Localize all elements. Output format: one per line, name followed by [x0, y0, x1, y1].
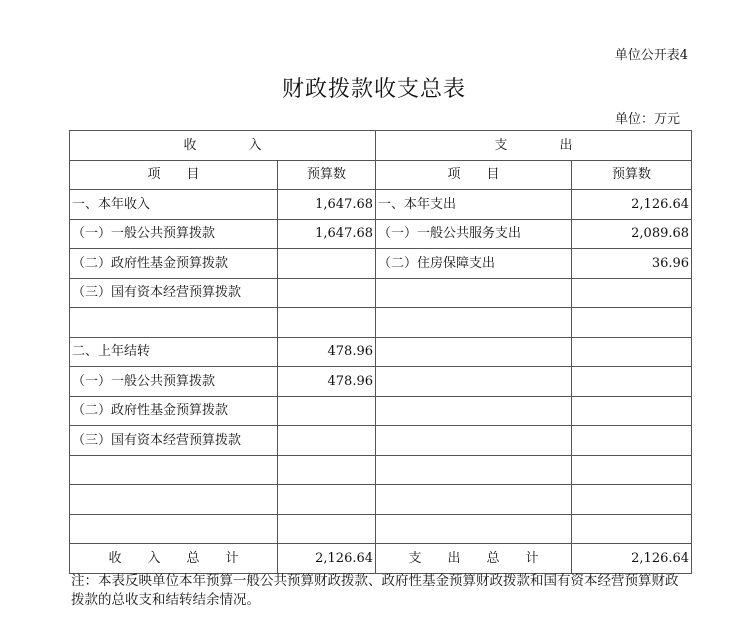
income-value: 478.96	[278, 337, 376, 367]
expenditure-value: 2,089.68	[572, 219, 692, 249]
expenditure-value	[572, 278, 692, 308]
income-item: （三）国有资本经营预算拨款	[70, 278, 278, 308]
expenditure-item: （二）住房保障支出	[376, 249, 572, 279]
expenditure-item	[376, 278, 572, 308]
total-row	[70, 544, 692, 574]
income-total-value: 2,126.64	[278, 544, 376, 574]
expenditure-value: 2,126.64	[572, 190, 692, 220]
income-value	[278, 485, 376, 515]
income-value	[278, 249, 376, 279]
footnote: 注：本表反映单位本年预算一般公共预算财政拨款、政府性基金预算财政拨款和国有资本经营预算财政拨款的总收支和结转结余情况。	[71, 573, 679, 608]
table-row	[70, 219, 692, 249]
expenditure-value	[572, 396, 692, 426]
income-value	[278, 426, 376, 456]
expenditure-total-label: 支 出 总 计	[376, 544, 572, 574]
income-value: 1,647.68	[278, 219, 376, 249]
expenditure-section-header: 支 出	[376, 131, 692, 161]
budget-table	[69, 130, 692, 574]
income-item: （一）一般公共预算拨款	[70, 219, 278, 249]
table-row	[70, 367, 692, 397]
income-item: （二）政府性基金预算拨款	[70, 249, 278, 279]
income-value	[278, 278, 376, 308]
income-value	[278, 308, 376, 338]
income-item	[70, 514, 278, 544]
income-value	[278, 455, 376, 485]
table-row	[70, 514, 692, 544]
income-item: （三）国有资本经营预算拨款	[70, 426, 278, 456]
expenditure-budget-header: 预算数	[572, 160, 692, 190]
expenditure-total-value: 2,126.64	[572, 544, 692, 574]
income-item: 一、本年收入	[70, 190, 278, 220]
section-header-row	[70, 131, 692, 161]
income-item-header: 项 目	[70, 160, 278, 190]
expenditure-item	[376, 455, 572, 485]
expenditure-item	[376, 337, 572, 367]
page-title: 财政拨款收支总表	[281, 77, 466, 102]
income-item	[70, 455, 278, 485]
income-total-label: 收 入 总 计	[70, 544, 278, 574]
income-section-header: 收 入	[70, 131, 376, 161]
column-header-row	[70, 160, 692, 190]
income-item: （一）一般公共预算拨款	[70, 367, 278, 397]
income-item	[70, 308, 278, 338]
table-row	[70, 190, 692, 220]
table-row	[70, 249, 692, 279]
income-value: 478.96	[278, 367, 376, 397]
expenditure-item	[376, 367, 572, 397]
expenditure-item: 一、本年支出	[376, 190, 572, 220]
income-value: 1,647.68	[278, 190, 376, 220]
table-row	[70, 308, 692, 338]
income-item: （二）政府性基金预算拨款	[70, 396, 278, 426]
expenditure-item	[376, 308, 572, 338]
expenditure-value	[572, 455, 692, 485]
expenditure-item	[376, 514, 572, 544]
table-row	[70, 485, 692, 515]
expenditure-value	[572, 514, 692, 544]
unit-label: 单位：万元	[614, 112, 680, 127]
expenditure-value	[572, 367, 692, 397]
table-row	[70, 337, 692, 367]
expenditure-value	[572, 337, 692, 367]
expenditure-value: 36.96	[572, 249, 692, 279]
table-row	[70, 426, 692, 456]
expenditure-item: （一）一般公共服务支出	[376, 219, 572, 249]
expenditure-item	[376, 426, 572, 456]
table-row	[70, 455, 692, 485]
expenditure-item	[376, 485, 572, 515]
income-budget-header: 预算数	[278, 160, 376, 190]
expenditure-item	[376, 396, 572, 426]
table-row	[70, 396, 692, 426]
income-item: 二、上年结转	[70, 337, 278, 367]
expenditure-value	[572, 308, 692, 338]
income-value	[278, 514, 376, 544]
form-id: 单位公开表4	[614, 48, 688, 63]
table-row	[70, 278, 692, 308]
expenditure-value	[572, 426, 692, 456]
income-item	[70, 485, 278, 515]
expenditure-item-header: 项 目	[376, 160, 572, 190]
expenditure-value	[572, 485, 692, 515]
income-value	[278, 396, 376, 426]
